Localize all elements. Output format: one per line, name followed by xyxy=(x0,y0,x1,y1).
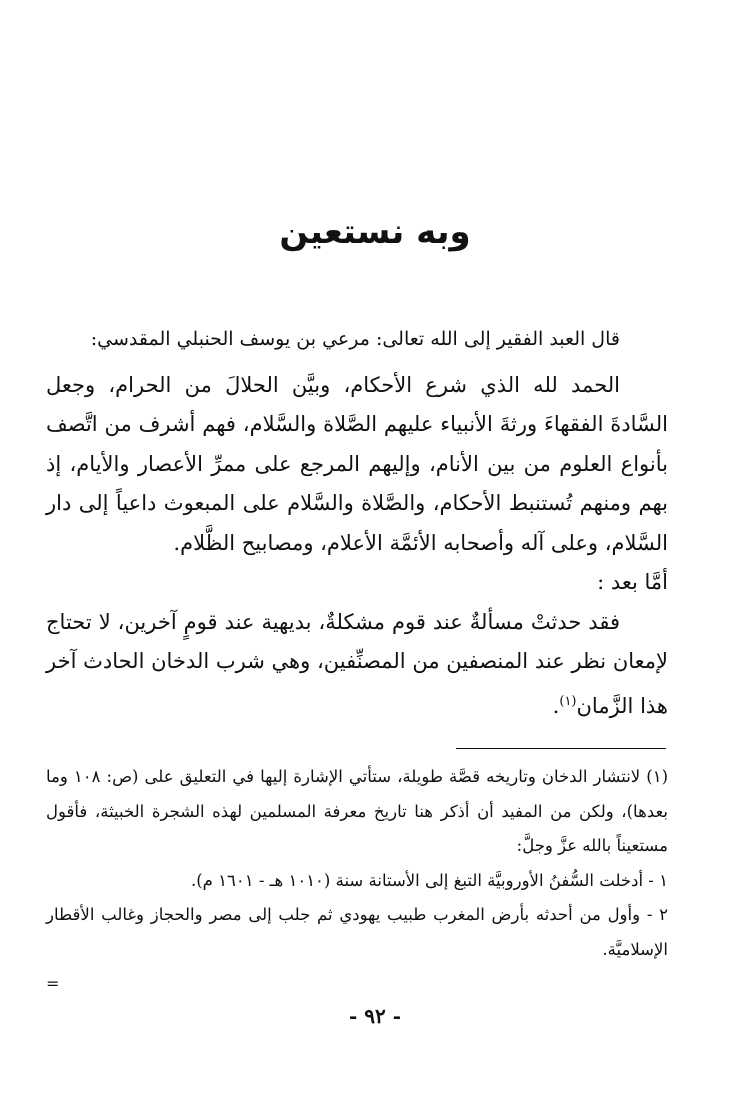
footnote-item-2: ٢ - وأول من أحدثه بأرض المغرب طبيب يهودي ثم جلب إلى مصر والحجاز وغالب الأقطار الإسلاميَّة. xyxy=(46,905,668,959)
footnotes xyxy=(46,760,668,993)
main-text xyxy=(46,320,668,726)
intro-line: قال العبد الفقير إلى الله تعالى: مرعي بن يوسف الحنبلي المقدسي: xyxy=(90,328,620,350)
page-number: - ٩٢ - xyxy=(348,1004,401,1028)
page-title: وبه نستعين xyxy=(279,212,471,252)
paragraph-2-text: فقد حدثتْ مسألةٌ عند قوم مشكلةٌ، بديهية عند قومٍ آخرين، لا تحتاج لإمعان نظر عند المنصفين من المصنِّفين، وهي شرب الدخان الحادث آخر هذا الزَّمان xyxy=(46,609,668,718)
footnote-divider xyxy=(456,748,666,749)
continuation-mark: = xyxy=(46,974,60,993)
amma-baad: أمَّا بعد : xyxy=(597,570,668,594)
paragraph-2-end: . xyxy=(552,693,560,718)
footnote-item-1: ١ - أدخلت السُّفنُ الأوروبيَّة التبغ إلى الأستانة سنة (١٠١٠ هـ - ١٦٠١ م). xyxy=(191,870,668,890)
footnote-reference: (١) xyxy=(559,693,577,709)
paragraph-2 xyxy=(46,603,668,727)
footnote-1: (١) لانتشار الدخان وتاريخه قصَّة طويلة، ستأتي الإشارة إليها في التعليق على (ص: ١٠٨ وما بعدها)، ولكن من المفيد أن أذكر هنا تاريخ معرفة المسلمين لهذه الشجرة الخبيثة، فأقول مستعيناً بالله عزَّ وجلَّ: xyxy=(46,767,668,855)
paragraph-1: الحمد لله الذي شرع الأحكام، وبيَّن الحلالَ من الحرام، وجعل السَّادةَ الفقهاءَ ورثةَ الأنبياء عليهم الصَّلاة والسَّلام، فهم أشرف من اتَّصف بأنواع العلوم من بين الأنام، وإليهم المرجع على ممرِّ الأعصار والأيام، إذ بهم ومنهم تُستنبط الأحكام، والصَّلاة والسَّلام على المبعوث داعياً إلى دار السَّلام، وعلى آله وأصحابه الأئمَّة الأعلام، ومصابيح الظَّلام. xyxy=(46,372,668,555)
